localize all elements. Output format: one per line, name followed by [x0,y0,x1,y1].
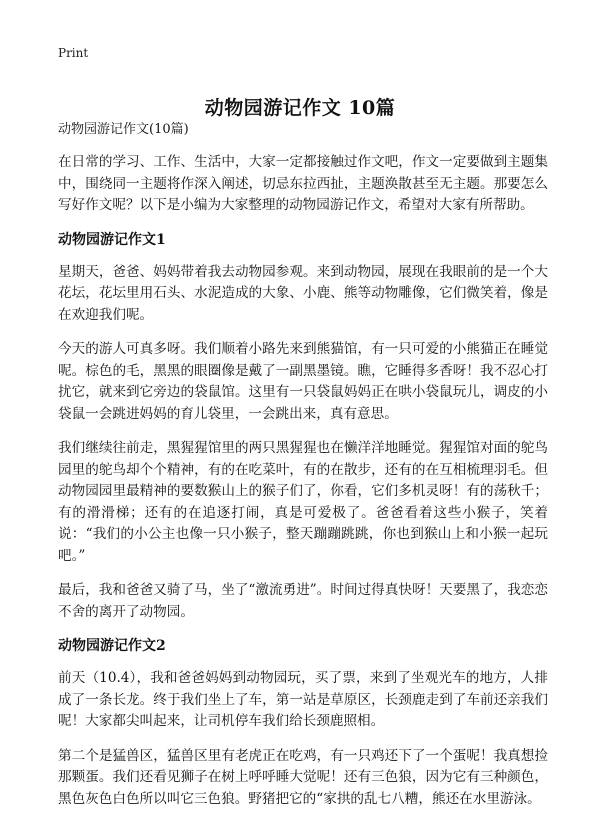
document-subtitle: 动物园游记作文(10篇) [58,122,189,137]
essay-section-2 [58,636,548,810]
intro-paragraph: 在日常的学习、工作、生活中，大家一定都接触过作文吧，作文一定要做到主题集中，围绕同一主题将作深入阐述，切忌东拉西扯，主题涣散甚至无主题。那要怎么写好作文呢？以下是小编为大家整理的动物园游记作文，希望对大家有所帮助。 [58,154,548,213]
print-label: Print [58,46,89,60]
section-heading: 动物园游记作文2 [58,638,166,654]
paragraph: 今天的游人可真多呀。我们顺着小路先来到熊猫馆，有一只可爱的小熊猫正在睡觉呢。棕色的毛，黑黑的眼圈像是戴了一副黑墨镜。瞧，它睡得多香呀！我不忍心打扰它，就来到它旁边的袋鼠馆。这里有一只袋鼠妈妈正在哄小袋鼠玩儿，调皮的小袋鼠一会跳进妈妈的育儿袋里，一会跳出来，真有意思。 [58,341,548,422]
section-heading: 动物园游记作文1 [58,231,166,248]
paragraph: 星期天，爸爸、妈妈带着我去动物园参观。来到动物园，展现在我眼前的是一个大花坛，花坛里用石头、水泥造成的大象、小鹿、熊等动物雕像，它们微笑着，像是在欢迎我们呢。 [58,263,548,323]
paragraph: 最后，我和爸爸又骑了马，坐了“激流勇进”。时间过得真快呀！天要黑了，我恋恋不舍的离开了动物园。 [58,582,548,620]
essay-section-1 [58,230,548,624]
document-body [58,120,548,823]
paragraph: 前天（10.4），我和爸爸妈妈到动物园玩，买了票，来到了坐观光车的地方，人排成了一条长龙。终于我们坐上了车，第一站是草原区，长颈鹿走到了车前还亲我们呢！大家都尖叫起来，让司机停车我们给长颈鹿照相。 [58,670,548,729]
paragraph: 我们继续往前走，黑猩猩馆里的两只黑猩猩也在懒洋洋地睡觉。猩猩馆对面的鸵鸟园里的鸵鸟却个个精神，有的在吃菜叶，有的在散步，还有的在互相梳理羽毛。但动物园园里最精神的要数猴山上的猴子们了，你看，它们多机灵呀！有的荡秋千；有的滑滑梯；还有的在追逐打闹，真是可爱极了。爸爸看着这些小猴子，笑着说：“我们的小公主也像一只小猴子，整天蹦蹦跳跳，你也到猴山上和小猴一起玩吧。” [58,440,548,564]
page-title: 动物园游记作文 10篇 [204,96,396,119]
paragraph: 第二个是猛兽区，猛兽区里有老虎正在吃鸡，有一只鸡还下了一个蛋呢！我真想捡那颗蛋。我们还看见狮子在树上呼呼睡大觉呢！还有三色狼，因为它有三种颜色，黑色灰色白色所以叫它三色狼。野猪把它的“家拱的乱七八糟，熊还在水里游泳。 [58,747,548,807]
